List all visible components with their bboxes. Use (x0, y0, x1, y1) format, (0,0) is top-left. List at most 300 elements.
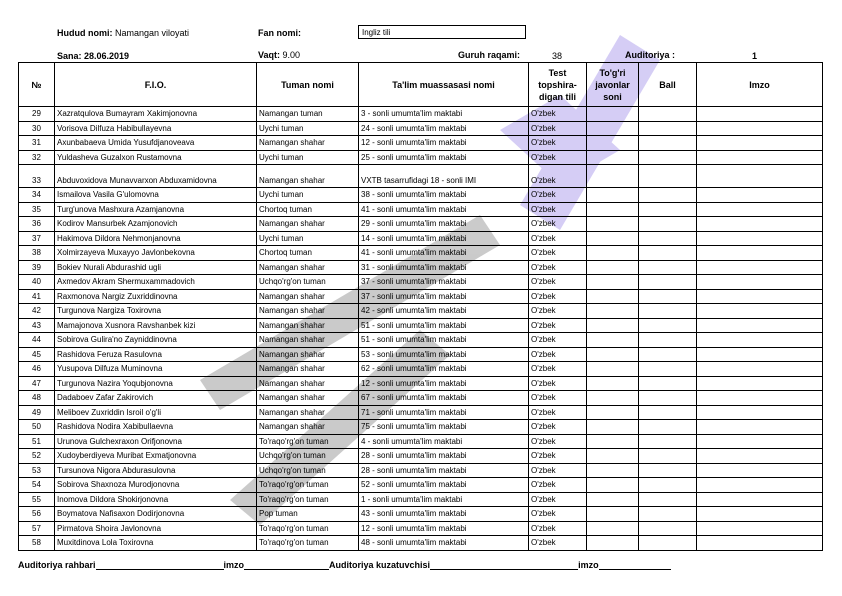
row-fio: Xudoyberdiyeva Muribat Exmatjonovna (55, 449, 257, 464)
row-district: Pop tuman (257, 507, 359, 522)
row-ball[interactable] (639, 492, 697, 507)
row-test-language: O'zbek (529, 536, 587, 551)
row-correct-answers[interactable] (587, 420, 639, 435)
row-school: 71 - sonli umumta'lim maktabi (359, 405, 529, 420)
row-signature[interactable] (697, 217, 823, 232)
row-test-language: O'zbek (529, 165, 587, 188)
row-ball[interactable] (639, 405, 697, 420)
row-correct-answers[interactable] (587, 275, 639, 290)
row-fio: Dadaboev Zafar Zakirovich (55, 391, 257, 406)
row-number: 43 (19, 318, 55, 333)
row-test-language: O'zbek (529, 217, 587, 232)
row-district: To'raqo'rg'on tuman (257, 536, 359, 551)
row-ball[interactable] (639, 246, 697, 261)
row-district: Namangan shahar (257, 217, 359, 232)
row-school: 31 - sonli umumta'lim maktabi (359, 260, 529, 275)
subject-field[interactable]: Ingliz tili (358, 25, 526, 39)
row-correct-answers[interactable] (587, 536, 639, 551)
row-correct-answers[interactable] (587, 434, 639, 449)
table-row (19, 275, 823, 290)
auditorium-label: Auditoriya : (625, 50, 676, 60)
row-fio: Sobirova Gulira'no Zayniddinovna (55, 333, 257, 348)
row-number: 54 (19, 478, 55, 493)
row-signature[interactable] (697, 333, 823, 348)
row-number: 31 (19, 136, 55, 151)
row-signature[interactable] (697, 275, 823, 290)
row-test-language: O'zbek (529, 188, 587, 203)
table-row (19, 405, 823, 420)
row-test-language: O'zbek (529, 150, 587, 165)
row-district: Namangan shahar (257, 376, 359, 391)
col-test-language (529, 63, 587, 107)
row-signature[interactable] (697, 121, 823, 136)
row-ball[interactable] (639, 521, 697, 536)
row-test-language: O'zbek (529, 449, 587, 464)
observer-sign-label: imzo (578, 560, 599, 570)
row-number: 53 (19, 463, 55, 478)
row-school: 51 - sonli umumta'lim maktabi (359, 333, 529, 348)
row-district: To'raqo'rg'on tuman (257, 492, 359, 507)
row-ball[interactable] (639, 449, 697, 464)
col-correct-line-2: javonlar (595, 79, 630, 90)
row-correct-answers[interactable] (587, 362, 639, 377)
row-fio: Raxmonova Nargiz Zuxriddinovna (55, 289, 257, 304)
row-signature[interactable] (697, 536, 823, 551)
group-label: Guruh raqami: (458, 50, 521, 60)
row-fio: Vorisova Dilfuza Habibullayevna (55, 121, 257, 136)
leader-line[interactable] (96, 560, 224, 570)
table-row (19, 362, 823, 377)
row-signature[interactable] (697, 449, 823, 464)
row-signature[interactable] (697, 136, 823, 151)
row-correct-answers[interactable] (587, 246, 639, 261)
row-number: 39 (19, 260, 55, 275)
col-school: Ta'lim muassasasi nomi (359, 63, 529, 107)
row-test-language: O'zbek (529, 376, 587, 391)
row-district: Namangan shahar (257, 289, 359, 304)
row-fio: Sobirova Shaxnoza Murodjonovna (55, 478, 257, 493)
row-correct-answers[interactable] (587, 492, 639, 507)
row-school: 52 - sonli umumta'lim maktabi (359, 478, 529, 493)
row-correct-answers[interactable] (587, 333, 639, 348)
row-test-language: O'zbek (529, 478, 587, 493)
row-school: 14 - sonli umumta'lim maktabi (359, 231, 529, 246)
table-row (19, 492, 823, 507)
row-signature[interactable] (697, 304, 823, 319)
row-ball[interactable] (639, 275, 697, 290)
row-number: 41 (19, 289, 55, 304)
table-row (19, 260, 823, 275)
row-correct-answers[interactable] (587, 136, 639, 151)
row-ball[interactable] (639, 478, 697, 493)
row-school: 12 - sonli umumta'lim maktabi (359, 136, 529, 151)
row-school: 41 - sonli umumta'lim maktabi (359, 202, 529, 217)
row-ball[interactable] (639, 333, 697, 348)
table-row (19, 376, 823, 391)
row-district: Uchqo'rg'on tuman (257, 463, 359, 478)
row-number: 46 (19, 362, 55, 377)
row-signature[interactable] (697, 507, 823, 522)
row-number: 49 (19, 405, 55, 420)
row-district: Uychi tuman (257, 188, 359, 203)
row-school: 4 - sonli umumta'lim maktabi (359, 434, 529, 449)
row-number: 56 (19, 507, 55, 522)
row-ball[interactable] (639, 347, 697, 362)
row-ball[interactable] (639, 434, 697, 449)
row-school: 3 - sonli umumta'lim maktabi (359, 107, 529, 122)
row-district: Namangan shahar (257, 362, 359, 377)
row-ball[interactable] (639, 507, 697, 522)
row-signature[interactable] (697, 376, 823, 391)
row-number: 57 (19, 521, 55, 536)
row-ball[interactable] (639, 107, 697, 122)
row-district: Namangan shahar (257, 420, 359, 435)
row-test-language: O'zbek (529, 136, 587, 151)
row-ball[interactable] (639, 420, 697, 435)
row-test-language: O'zbek (529, 507, 587, 522)
row-fio: Turg'unova Mashxura Azamjanovna (55, 202, 257, 217)
row-signature[interactable] (697, 521, 823, 536)
row-fio: Bokiev Nurali Abdurashid ugli (55, 260, 257, 275)
table-row (19, 434, 823, 449)
row-ball[interactable] (639, 463, 697, 478)
row-signature[interactable] (697, 347, 823, 362)
auditorium-value: 1 (752, 51, 758, 61)
footer-signatures (18, 560, 671, 570)
group-value: 38 (552, 51, 563, 61)
row-district: Namangan shahar (257, 304, 359, 319)
row-district: Namangan shahar (257, 165, 359, 188)
table-row (19, 478, 823, 493)
row-correct-answers[interactable] (587, 449, 639, 464)
row-correct-answers[interactable] (587, 405, 639, 420)
row-district: Chortoq tuman (257, 202, 359, 217)
row-school: 43 - sonli umumta'lim maktabi (359, 507, 529, 522)
row-school: 25 - sonli umumta'lim maktabi (359, 150, 529, 165)
table-row (19, 391, 823, 406)
row-fio: Xazratqulova Bumayram Xakimjonovna (55, 107, 257, 122)
row-number: 37 (19, 231, 55, 246)
table-row (19, 507, 823, 522)
row-ball[interactable] (639, 136, 697, 151)
row-school: 37 - sonli umumta'lim maktabi (359, 289, 529, 304)
row-school: 37 - sonli umumta'lim maktabi (359, 275, 529, 290)
row-number: 33 (19, 165, 55, 188)
row-school: 38 - sonli umumta'lim maktabi (359, 188, 529, 203)
row-district: Chortoq tuman (257, 246, 359, 261)
row-fio: Turgunova Nargiza Toxirovna (55, 304, 257, 319)
table-row (19, 202, 823, 217)
row-test-language: O'zbek (529, 260, 587, 275)
table-row (19, 347, 823, 362)
row-test-language: O'zbek (529, 362, 587, 377)
table-row (19, 449, 823, 464)
row-fio: Hakimova Dildora Nehmonjanovna (55, 231, 257, 246)
table-header-row (19, 63, 823, 107)
row-signature[interactable] (697, 391, 823, 406)
row-ball[interactable] (639, 289, 697, 304)
row-number: 47 (19, 376, 55, 391)
col-test-language-line-1: Test (548, 67, 567, 78)
row-signature[interactable] (697, 260, 823, 275)
table-row (19, 231, 823, 246)
row-test-language: O'zbek (529, 347, 587, 362)
row-test-language: O'zbek (529, 391, 587, 406)
table-row (19, 150, 823, 165)
row-school: 28 - sonli umumta'lim maktabi (359, 449, 529, 464)
row-signature[interactable] (697, 405, 823, 420)
row-district: Uychi tuman (257, 231, 359, 246)
row-ball[interactable] (639, 202, 697, 217)
row-school: 28 - sonli umumta'lim maktabi (359, 463, 529, 478)
leader-label: Auditoriya rahbari (18, 560, 96, 570)
row-correct-answers[interactable] (587, 188, 639, 203)
col-signature: Imzo (697, 63, 823, 107)
row-test-language: O'zbek (529, 246, 587, 261)
row-fio: Pirmatova Shoira Javlonovna (55, 521, 257, 536)
date-label: Sana: 28.06.2019 (57, 51, 130, 61)
col-test-language-line-2: topshira- (538, 79, 577, 90)
row-number: 32 (19, 150, 55, 165)
col-fio: F.I.O. (55, 63, 257, 107)
row-school: 75 - sonli umumta'lim maktabi (359, 420, 529, 435)
row-school: 67 - sonli umumta'lim maktabi (359, 391, 529, 406)
row-fio: Yuldasheva Guzalxon Rustamovna (55, 150, 257, 165)
row-fio: Yusupova Dilfuza Muminovna (55, 362, 257, 377)
row-school: 62 - sonli umumta'lim maktabi (359, 362, 529, 377)
row-fio: Meliboev Zuxriddin Isroil o'g'li (55, 405, 257, 420)
participants-table (18, 62, 823, 551)
row-test-language: O'zbek (529, 434, 587, 449)
row-district: To'raqo'rg'on tuman (257, 478, 359, 493)
row-signature[interactable] (697, 492, 823, 507)
row-correct-answers[interactable] (587, 463, 639, 478)
row-test-language: O'zbek (529, 304, 587, 319)
row-district: Namangan shahar (257, 333, 359, 348)
row-fio: Kodirov Mansurbek Azamjonovich (55, 217, 257, 232)
row-school: 41 - sonli umumta'lim maktabi (359, 246, 529, 261)
row-fio: Ismailova Vasila G'ulomovna (55, 188, 257, 203)
row-number: 55 (19, 492, 55, 507)
row-correct-answers[interactable] (587, 507, 639, 522)
row-ball[interactable] (639, 165, 697, 188)
row-signature[interactable] (697, 362, 823, 377)
row-district: Namangan shahar (257, 260, 359, 275)
table-row (19, 536, 823, 551)
row-fio: Urunova Gulchexraxon Orifjonovna (55, 434, 257, 449)
row-district: To'raqo'rg'on tuman (257, 434, 359, 449)
row-district: To'raqo'rg'on tuman (257, 521, 359, 536)
row-signature[interactable] (697, 463, 823, 478)
row-signature[interactable] (697, 289, 823, 304)
row-ball[interactable] (639, 318, 697, 333)
row-correct-answers[interactable] (587, 121, 639, 136)
row-signature[interactable] (697, 246, 823, 261)
row-correct-answers[interactable] (587, 478, 639, 493)
row-fio: Mamajonova Xusnora Ravshanbek kizi (55, 318, 257, 333)
region-value: Namangan viloyati (115, 28, 190, 38)
row-correct-answers[interactable] (587, 150, 639, 165)
row-signature[interactable] (697, 231, 823, 246)
table-row (19, 217, 823, 232)
col-test-language-line-3: digan tili (539, 91, 576, 102)
row-fio: Xolmirzayeva Muxayyo Javlonbekovna (55, 246, 257, 261)
row-signature[interactable] (697, 165, 823, 188)
row-number: 38 (19, 246, 55, 261)
row-ball[interactable] (639, 217, 697, 232)
row-test-language: O'zbek (529, 275, 587, 290)
observer-line[interactable] (430, 560, 578, 570)
row-test-language: O'zbek (529, 318, 587, 333)
row-district: Namangan shahar (257, 318, 359, 333)
table-row (19, 318, 823, 333)
row-school: 24 - sonli umumta'lim maktabi (359, 121, 529, 136)
row-correct-answers[interactable] (587, 304, 639, 319)
row-ball[interactable] (639, 260, 697, 275)
row-number: 50 (19, 420, 55, 435)
observer-sign-line[interactable] (599, 560, 671, 570)
row-school: 1 - sonli umumta'lim maktabi (359, 492, 529, 507)
row-test-language: O'zbek (529, 202, 587, 217)
observer-label: Auditoriya kuzatuvchisi (329, 560, 431, 570)
leader-sign-label: imzo (223, 560, 245, 570)
table-row (19, 246, 823, 261)
row-number: 52 (19, 449, 55, 464)
row-number: 40 (19, 275, 55, 290)
row-school: 48 - sonli umumta'lim maktabi (359, 536, 529, 551)
row-correct-answers[interactable] (587, 202, 639, 217)
row-signature[interactable] (697, 188, 823, 203)
col-ball: Ball (639, 63, 697, 107)
row-test-language: O'zbek (529, 289, 587, 304)
row-district: Uychi tuman (257, 150, 359, 165)
row-ball[interactable] (639, 188, 697, 203)
row-number: 44 (19, 333, 55, 348)
row-test-language: O'zbek (529, 405, 587, 420)
row-signature[interactable] (697, 202, 823, 217)
row-test-language: O'zbek (529, 521, 587, 536)
row-number: 29 (19, 107, 55, 122)
row-district: Uchqo'rg'on tuman (257, 275, 359, 290)
row-school: 51 - sonli umumta'lim maktabi (359, 318, 529, 333)
row-school: 12 - sonli umumta'lim maktabi (359, 521, 529, 536)
row-test-language: O'zbek (529, 231, 587, 246)
col-correct-line-3: soni (603, 91, 622, 102)
row-ball[interactable] (639, 231, 697, 246)
row-fio: Axunbabaeva Umida Yusufdjanoveava (55, 136, 257, 151)
row-signature[interactable] (697, 478, 823, 493)
row-number: 35 (19, 202, 55, 217)
row-district: Namangan shahar (257, 405, 359, 420)
row-correct-answers[interactable] (587, 376, 639, 391)
row-signature[interactable] (697, 420, 823, 435)
row-ball[interactable] (639, 376, 697, 391)
table-row (19, 136, 823, 151)
row-signature[interactable] (697, 150, 823, 165)
region-line (57, 28, 189, 38)
region-label: Hudud nomi: (57, 28, 113, 38)
row-correct-answers[interactable] (587, 165, 639, 188)
row-correct-answers[interactable] (587, 289, 639, 304)
row-correct-answers[interactable] (587, 231, 639, 246)
col-correct-answers (587, 63, 639, 107)
col-correct-line-1: To'g'ri (599, 67, 626, 78)
row-fio: Axmedov Akram Shermuxammadovich (55, 275, 257, 290)
table-row (19, 188, 823, 203)
col-number: № (19, 63, 55, 107)
col-district: Tuman nomi (257, 63, 359, 107)
row-district: Namangan shahar (257, 391, 359, 406)
row-ball[interactable] (639, 304, 697, 319)
row-correct-answers[interactable] (587, 318, 639, 333)
row-fio: Rashidova Nodira Xabibullaevna (55, 420, 257, 435)
row-signature[interactable] (697, 434, 823, 449)
row-test-language: O'zbek (529, 463, 587, 478)
row-test-language: O'zbek (529, 333, 587, 348)
row-district: Uychi tuman (257, 121, 359, 136)
time-line (258, 50, 300, 60)
table-row (19, 333, 823, 348)
row-number: 42 (19, 304, 55, 319)
row-ball[interactable] (639, 391, 697, 406)
subject-label: Fan nomi: (258, 28, 301, 38)
row-correct-answers[interactable] (587, 347, 639, 362)
row-fio: Rashidova Feruza Rasulovna (55, 347, 257, 362)
row-correct-answers[interactable] (587, 107, 639, 122)
row-correct-answers[interactable] (587, 521, 639, 536)
row-ball[interactable] (639, 150, 697, 165)
row-test-language: O'zbek (529, 107, 587, 122)
row-district: Namangan shahar (257, 136, 359, 151)
row-fio: Tursunova Nigora Abdurasulovna (55, 463, 257, 478)
row-test-language: O'zbek (529, 492, 587, 507)
time-value: 9.00 (282, 50, 301, 60)
row-number: 45 (19, 347, 55, 362)
table-row (19, 107, 823, 122)
row-signature[interactable] (697, 318, 823, 333)
row-number: 36 (19, 217, 55, 232)
row-fio: Boymatova Nafisaxon Dodirjonovna (55, 507, 257, 522)
row-school: 29 - sonli umumta'lim maktabi (359, 217, 529, 232)
table-row (19, 289, 823, 304)
time-label: Vaqt: (258, 50, 281, 60)
leader-sign-line[interactable] (244, 560, 329, 570)
row-correct-answers[interactable] (587, 217, 639, 232)
row-number: 30 (19, 121, 55, 136)
table-row (19, 521, 823, 536)
row-fio: Inomova Dildora Shokirjonovna (55, 492, 257, 507)
row-signature[interactable] (697, 107, 823, 122)
row-test-language: O'zbek (529, 121, 587, 136)
row-number: 51 (19, 434, 55, 449)
row-fio: Muxitdinova Lola Toxirovna (55, 536, 257, 551)
row-district: Namangan shahar (257, 347, 359, 362)
row-school: 42 - sonli umumta'lim maktabi (359, 304, 529, 319)
table-row (19, 304, 823, 319)
row-ball[interactable] (639, 121, 697, 136)
row-correct-answers[interactable] (587, 391, 639, 406)
row-district: Namangan tuman (257, 107, 359, 122)
row-school: 12 - sonli umumta'lim maktabi (359, 376, 529, 391)
row-ball[interactable] (639, 536, 697, 551)
row-test-language: O'zbek (529, 420, 587, 435)
row-number: 48 (19, 391, 55, 406)
row-number: 34 (19, 188, 55, 203)
row-ball[interactable] (639, 362, 697, 377)
row-correct-answers[interactable] (587, 260, 639, 275)
table-row (19, 165, 823, 188)
row-school: VXTB tasarrufidagi 18 - sonli IMI (359, 165, 529, 188)
